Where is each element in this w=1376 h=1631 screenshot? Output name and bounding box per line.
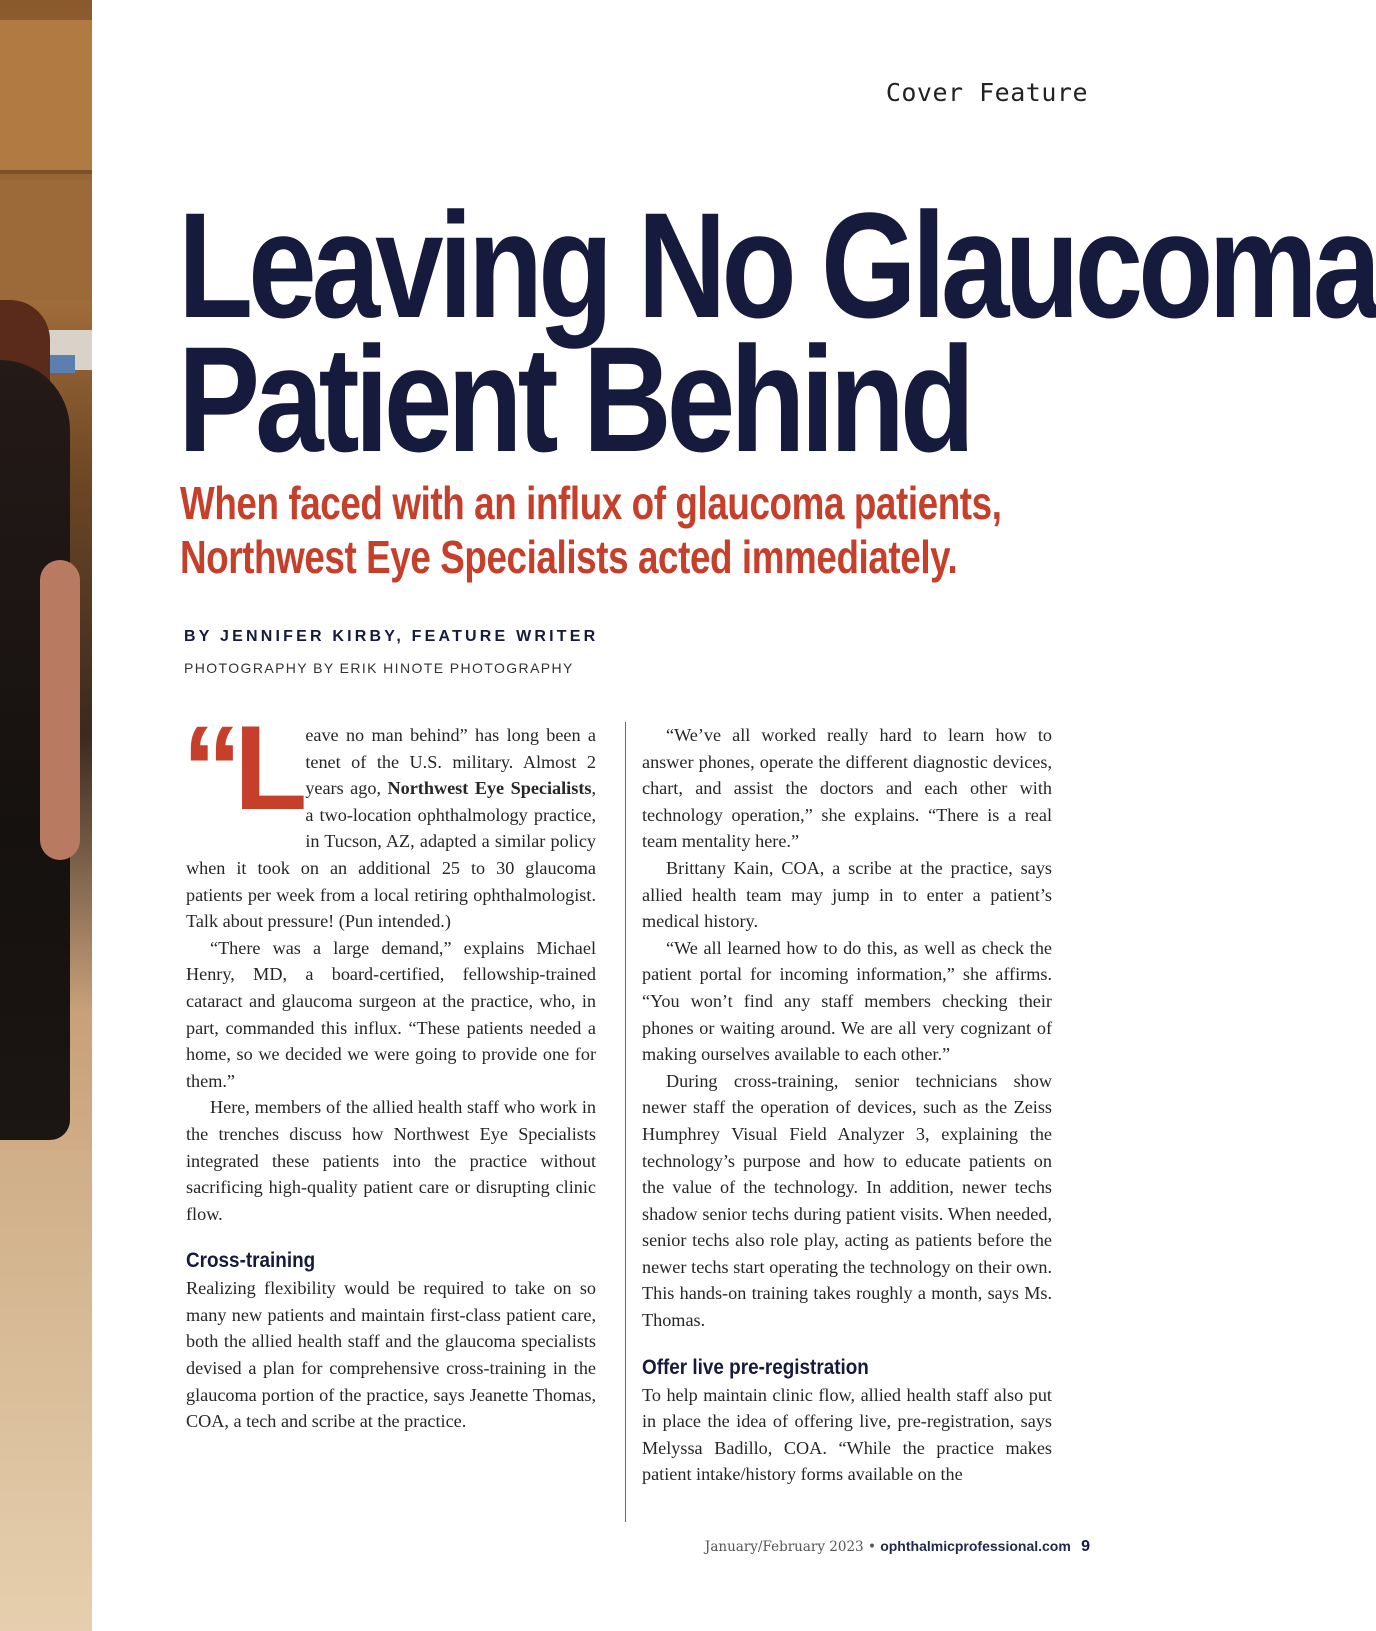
article-title <box>178 181 1376 483</box>
section-label: Cover Feature <box>885 78 1088 107</box>
page-number: 9 <box>1081 1538 1090 1555</box>
paragraph: Here, members of the allied health staff who work in the trenches discuss how Northwest Eye Specialists integrated these patients into the practice without sacrificing high-quality patient care or disrupting clinic flow. <box>186 1097 596 1224</box>
deck-line-1: When faced with an influx of glaucoma patients, <box>180 477 1002 529</box>
deck-line-2: Northwest Eye Specialists acted immediately. <box>180 531 958 583</box>
page-footer <box>705 1538 1090 1556</box>
paragraph: To help maintain clinic flow, allied health staff also put in place the idea of offering live, pre-registration, says Melyssa Badillo, COA. “While the practice makes patient intake/history forms available on the <box>642 1384 1052 1485</box>
cover-photo-strip <box>0 0 92 1631</box>
column-left <box>182 701 596 1435</box>
byline: BY JENNIFER KIRBY, FEATURE WRITER <box>184 628 599 645</box>
title-line-2: Patient Behind <box>178 315 971 483</box>
practice-name: Northwest Eye Specialists <box>387 778 592 799</box>
photo-floor <box>0 1150 92 1631</box>
title-line-1: Leaving No Glaucoma <box>178 181 1376 349</box>
paragraph: During cross-training, senior technicians show newer staff the operation of devices, such as the Zeiss Humphrey Visual Field Analyzer 3, explaining the technology’s purpose and how to educate patients on the value of the technology. In addition, newer techs shadow senior techs during patient visits. When needed, senior techs also role play, acting as patients before the newer techs start operating the technology on their own. This hands-on training takes roughly a month, says Ms. Thomas. <box>642 1070 1052 1331</box>
paragraph: “We’ve all worked really hard to learn how to answer phones, operate the different diagnostic devices, chart, and assist the doctors and each other with technology operation,” she explains. “There is a real team mentality here.” <box>642 725 1052 852</box>
footer-separator: • <box>867 1539 876 1555</box>
article-deck <box>180 476 1002 584</box>
photo-cabinet-lower <box>0 180 92 300</box>
subhead-cross-training: Cross-training <box>186 1249 316 1273</box>
column-right <box>642 722 1052 1488</box>
photo-person-arm <box>40 560 80 860</box>
intro-text-b: , a two-location ophthalmology practice, in Tucson, AZ, adapted a similar policy when it took on an additional 25 to 30 glaucoma patients per week from a local retiring ophthalmologist. Talk about pressure! (Pun intended.) <box>186 778 596 932</box>
issue-date: January/February 2023 <box>704 1539 864 1555</box>
paragraph: “We all learned how to do this, as well as check the patient portal for incoming information,” she affirms. “You won’t find any staff members checking their phones or waiting around. We are all very cognizant of making ourselves available to each other.” <box>642 937 1052 1065</box>
paragraph-intro <box>182 701 596 935</box>
photo-credit: PHOTOGRAPHY BY ERIK HINOTE PHOTOGRAPHY <box>184 660 574 676</box>
intro-text-a: eave no man behind” has long been a tenet of the U.S. military. Almost 2 years ago, <box>305 725 596 799</box>
column-divider <box>625 722 626 1522</box>
subhead-pre-registration: Offer live pre-registration <box>642 1355 869 1379</box>
paragraph: Realizing flexibility would be required to take on so many new patients and maintain first-class patient care, both the allied health staff and the glaucoma specialists devised a plan for comprehensive cross-training in the glaucoma portion of the practice, says Jeanette Thomas, COA, a tech and scribe at the practice. <box>186 1278 596 1432</box>
drop-cap: “L <box>182 701 300 835</box>
website-link[interactable]: ophthalmicprofessional.com <box>880 1538 1071 1554</box>
paragraph: Brittany Kain, COA, a scribe at the practice, says allied health team may jump in to enter a patient’s medical history. <box>642 857 1052 932</box>
paragraph: “There was a large demand,” explains Michael Henry, MD, a board-certified, fellowship-trained cataract and glaucoma surgeon at the practice, who, in part, commanded this influx. “These patients needed a home, so we decided we were going to provide one for them.” <box>186 937 596 1091</box>
photo-cabinet <box>0 20 92 174</box>
